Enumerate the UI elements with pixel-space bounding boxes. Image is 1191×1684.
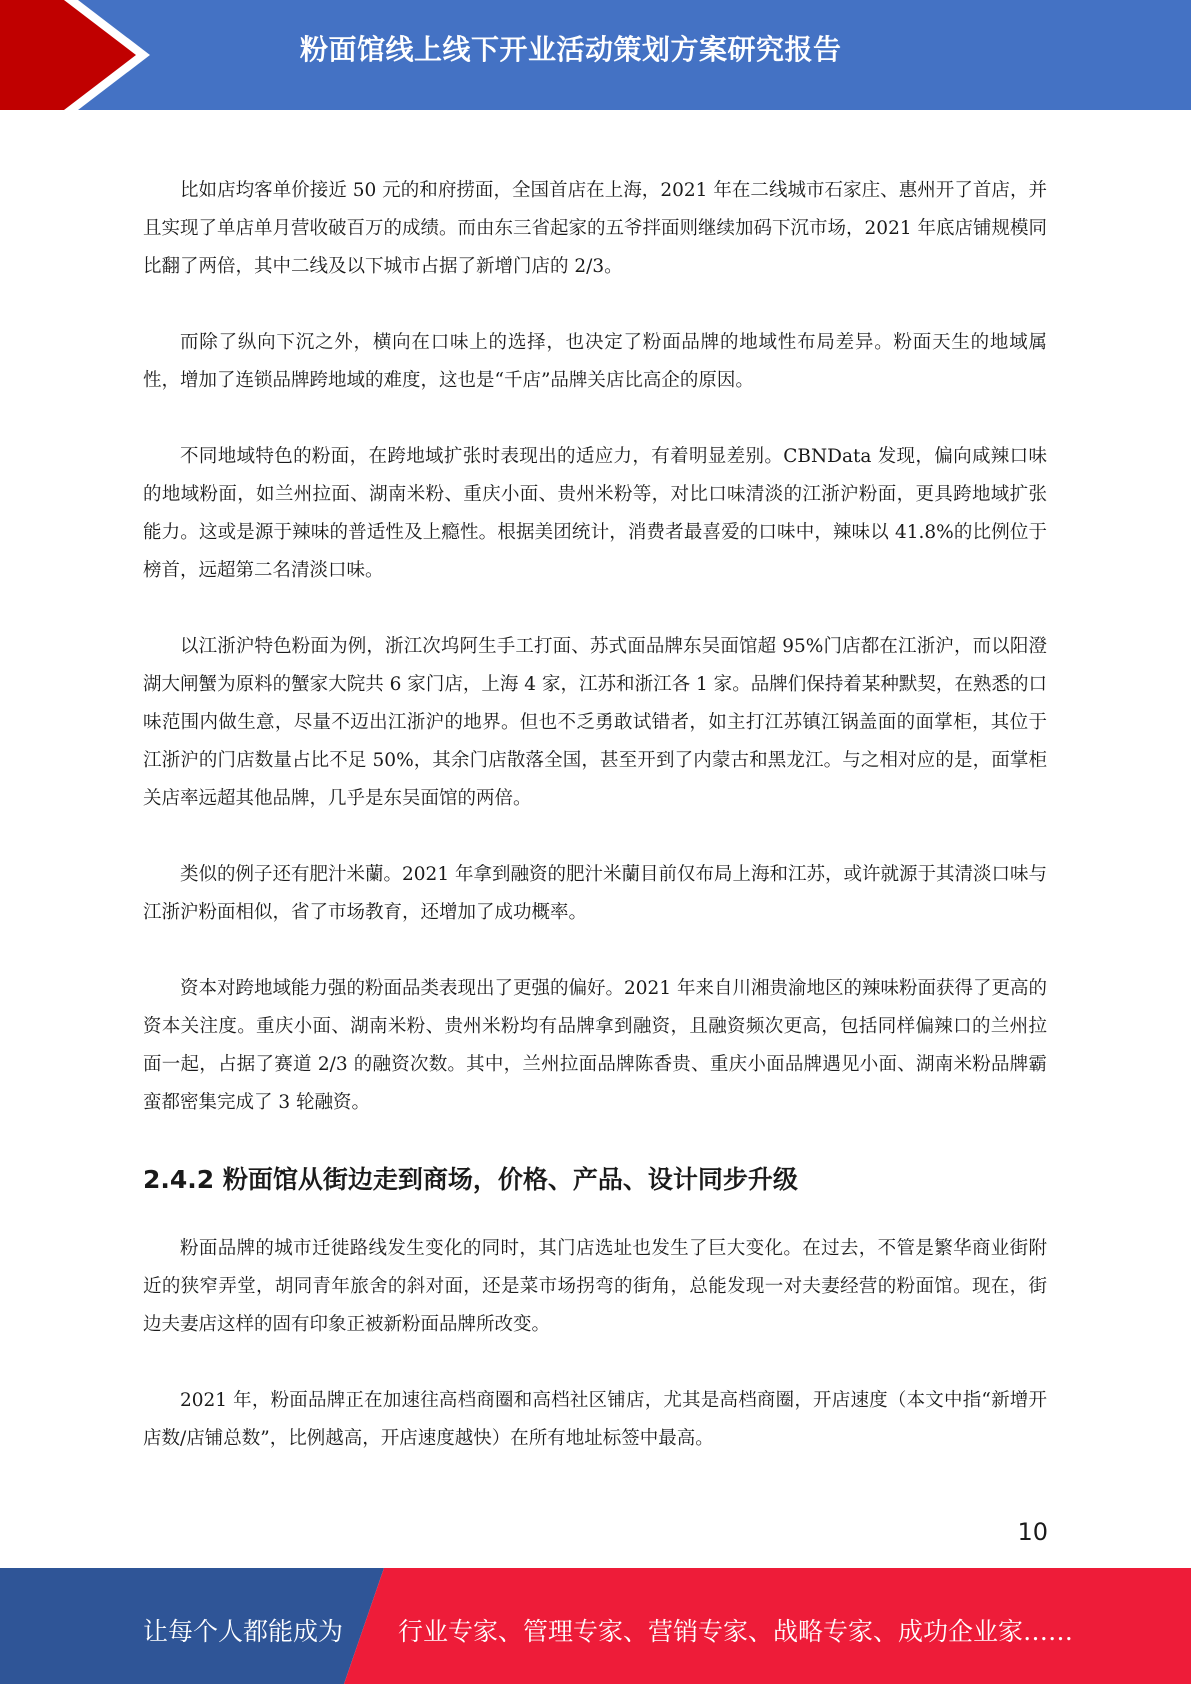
paragraph: 比如店均客单价接近 50 元的和府捞面，全国首店在上海，2021 年在二线城市石家庄、惠州开了首店，并且实现了单店单月营收破百万的成绩。而由东三省起家的五爷拌面则继续加码下沉市场，2021 年底店铺规模同比翻了两倍，其中二线及以下城市占据了新增门店的 2/3。 [143, 180, 1047, 277]
page-header [0, 0, 1191, 110]
paragraph: 以江浙沪特色粉面为例，浙江次坞阿生手工打面、苏式面品牌东吴面馆超 95%门店都在江浙沪，而以阳澄湖大闸蟹为原料的蟹家大院共 6 家门店，上海 4 家，江苏和浙江各 1 家。品牌们保持着某种默契，在熟悉的口味范围内做生意，尽量不迈出江浙沪的地界。但也不乏勇敢试错者，如主打江苏镇江锅盖面的面掌柜，其位于江浙沪的门店数量占比不足 50%，其余门店散落全国，甚至开到了内蒙古和黑龙江。与之相对应的是，面掌柜关店率远超其他品牌，几乎是东吴面馆的两倍。 [143, 636, 1047, 809]
paragraph: 而除了纵向下沉之外，横向在口味上的选择，也决定了粉面品牌的地域性布局差异。粉面天生的地域属性，增加了连锁品牌跨地域的难度，这也是“千店”品牌关店比高企的原因。 [143, 332, 1047, 391]
footer-slogan-left: 让每个人都能成为 [143, 1617, 344, 1646]
page-content [143, 172, 1047, 1496]
page-footer [0, 1568, 1191, 1684]
paragraph: 粉面品牌的城市迁徙路线发生变化的同时，其门店选址也发生了巨大变化。在过去，不管是繁华商业街附近的狭窄弄堂，胡同青年旅舍的斜对面，还是菜市场拐弯的街角，总能发现一对夫妻经营的粉面馆。现在，街边夫妻店这样的固有印象正被新粉面品牌所改变。 [143, 1238, 1047, 1335]
paragraph: 不同地域特色的粉面，在跨地域扩张时表现出的适应力，有着明显差别。CBNData 发现，偏向咸辣口味的地域粉面，如兰州拉面、湖南米粉、重庆小面、贵州米粉等，对比口味清淡的江浙沪粉面，更具跨地域扩张能力。这或是源于辣味的普适性及上瘾性。根据美团统计，消费者最喜爱的口味中，辣味以 41.8%的比例位于榜首，远超第二名清淡口味。 [143, 446, 1047, 581]
page-number: 10 [1017, 1518, 1048, 1546]
section-heading: 2.4.2 粉面馆从街边走到商场，价格、产品、设计同步升级 [143, 1165, 798, 1194]
paragraph: 资本对跨地域能力强的粉面品类表现出了更强的偏好。2021 年来自川湘贵渝地区的辣味粉面获得了更高的资本关注度。重庆小面、湖南米粉、贵州米粉均有品牌拿到融资，且融资频次更高，包括同样偏辣口的兰州拉面一起，占据了赛道 2/3 的融资次数。其中，兰州拉面品牌陈香贵、重庆小面品牌遇见小面、湖南米粉品牌霸蛮都密集完成了 3 轮融资。 [143, 978, 1047, 1113]
report-title: 粉面馆线上线下开业活动策划方案研究报告 [300, 33, 842, 66]
paragraph: 2021 年，粉面品牌正在加速往高档商圈和高档社区铺店，尤其是高档商圈，开店速度（本文中指“新增开店数/店铺总数”，比例越高，开店速度越快）在所有地址标签中最高。 [143, 1390, 1047, 1449]
paragraph: 类似的例子还有肥汁米蘭。2021 年拿到融资的肥汁米蘭目前仅布局上海和江苏，或许就源于其清淡口味与江浙沪粉面相似，省了市场教育，还增加了成功概率。 [143, 864, 1047, 923]
footer-slogan-right: 行业专家、管理专家、营销专家、战略专家、成功企业家…… [398, 1617, 1074, 1646]
